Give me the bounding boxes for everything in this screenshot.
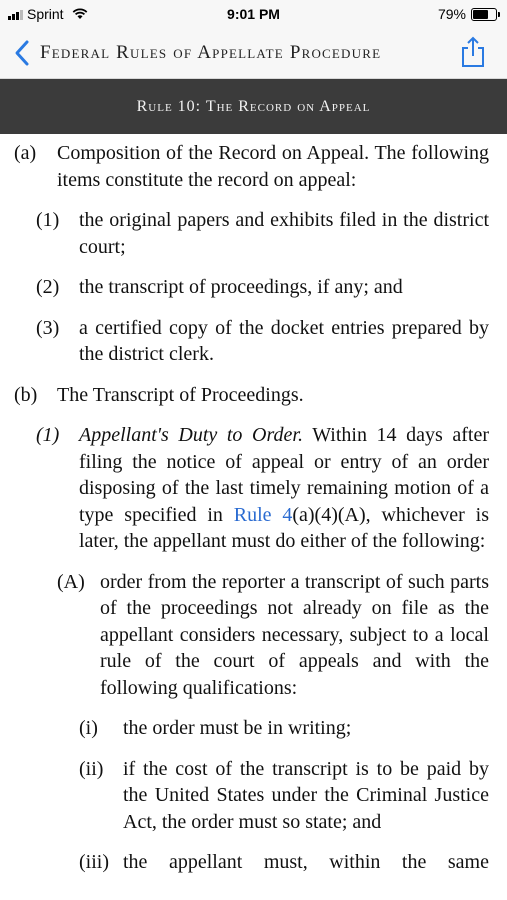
share-icon[interactable] (459, 36, 487, 68)
rule-title: Rule 10: The Record on Appeal (136, 98, 371, 115)
status-bar (0, 0, 507, 28)
back-chevron-icon[interactable] (12, 38, 32, 68)
subdivision-marker: (b) (14, 383, 38, 406)
clause-marker: (i) (79, 717, 98, 739)
paragraph-marker: (2) (36, 276, 60, 298)
paragraph-b1 (0, 422, 507, 555)
clause-ii (0, 756, 507, 836)
paragraph-marker: (1) (36, 209, 60, 231)
battery-icon (471, 8, 497, 21)
clause-iii (0, 849, 507, 876)
subparagraph-marker: (A) (57, 570, 85, 593)
rule-text (0, 140, 507, 876)
paragraph-text: the transcript of proceedings, if any; and (79, 276, 403, 298)
clause-text: if the cost of the transcript is to be paid by the United States under the Criminal Justice Act, the order must so state; and (123, 757, 489, 833)
rule-title-bar (0, 79, 507, 134)
book-title: Federal Rules of Appellate Procedure (40, 42, 382, 63)
paragraph-marker: (3) (36, 316, 60, 339)
clause-i (0, 715, 507, 742)
paragraph-text-after: (a)(4)(A), whichever is later, the appellant must do either of the following: (79, 503, 489, 552)
battery-percent: 79% (437, 6, 466, 22)
subdivision-marker: (a) (14, 142, 37, 164)
subdivision-text: Composition of the Record on Appeal. The following items constitute the record on appeal: (57, 142, 489, 191)
paragraph-heading: Appellant's Duty to Order. (79, 424, 303, 446)
paragraph-text: a certified copy of the docket entries prepared by the district clerk. (79, 316, 489, 365)
clause-marker: (iii) (79, 851, 109, 873)
subdivision-b (0, 382, 507, 409)
clause-text: the appellant must, within the same (123, 851, 489, 873)
paragraph-marker: (1) (36, 424, 60, 446)
subparagraph-text: order from the reporter a transcript of such parts of the proceedings not already on file as the appellant considers necessary, subject to a local rule of the court of appeals and with the following qualifications: (100, 570, 489, 699)
paragraph-a1 (0, 207, 507, 260)
paragraph-text (79, 422, 489, 555)
paragraph-a3 (0, 315, 507, 368)
paragraph-a2 (0, 274, 507, 301)
clause-text: the order must be in writing; (123, 717, 352, 739)
status-right (438, 6, 497, 22)
paragraph-text: the original papers and exhibits filed in the district court; (79, 209, 489, 258)
rule-4-link[interactable]: Rule 4 (233, 503, 293, 526)
subdivision-a (0, 140, 507, 193)
subdivision-text: The Transcript of Proceedings. (57, 383, 304, 406)
paragraph-text-before: Within 14 days after filing the notice of appeal or entry of an order disposing of the last timely remaining motion of a type specified in (79, 424, 490, 526)
status-time: 9:01 PM (227, 6, 280, 22)
navigation-bar (0, 28, 507, 79)
clause-marker: (ii) (79, 757, 104, 780)
carrier-label: Sprint (27, 6, 64, 22)
subparagraph-A (0, 569, 507, 702)
